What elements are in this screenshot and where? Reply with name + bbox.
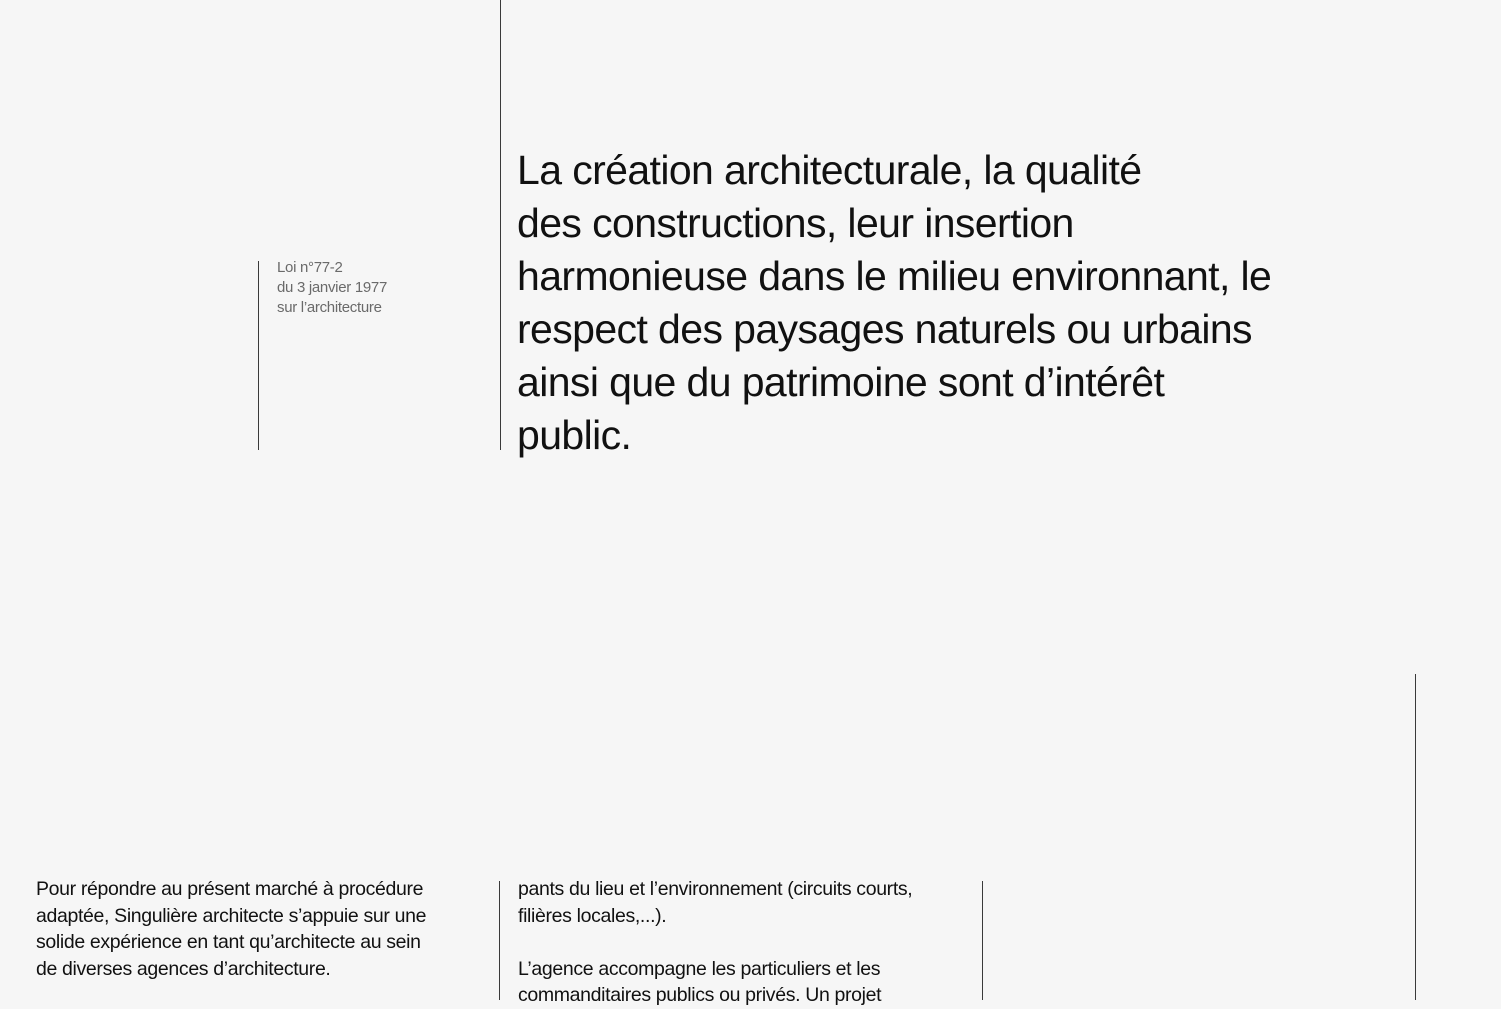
quote-line: respect des paysages naturels ou urbains <box>517 306 1252 352</box>
citation-line: du 3 janvier 1977 <box>277 279 387 296</box>
citation-line: Loi n°77-2 <box>277 259 343 276</box>
paragraph-line: pants du lieu et l’environnement (circuits courts, <box>518 878 913 900</box>
quote-line: harmonieuse dans le milieu environnant, le <box>517 253 1272 299</box>
divider-vertical-right <box>1415 674 1416 1000</box>
divider-vertical-column-2 <box>982 881 983 1000</box>
quote-line: La création architecturale, la qualité <box>517 147 1142 193</box>
paragraph-line: commanditaires publics ou privés. Un projet <box>518 984 882 1006</box>
body-text-column-1 <box>36 876 426 982</box>
paragraph-line: filières locales,...). <box>518 904 667 927</box>
paragraph-line: de diverses agences d’architecture. <box>36 957 331 980</box>
law-quote <box>517 144 1271 462</box>
paragraph-spacer <box>518 929 912 956</box>
paragraph-line: adaptée, Singulière architecte s’appuie sur une <box>36 904 427 927</box>
paragraph-line: solide expérience en tant qu’architecte au sein <box>36 931 421 953</box>
divider-vertical-citation <box>258 261 259 450</box>
paragraph-line: L’agence accompagne les particuliers et les <box>518 957 881 980</box>
divider-vertical-column <box>499 881 500 1000</box>
quote-line: ainsi que du patrimoine sont d’intérêt <box>517 359 1165 405</box>
citation-line: sur l’architecture <box>277 299 382 316</box>
law-citation <box>277 258 387 318</box>
paragraph-line: Pour répondre au présent marché à procédure <box>36 878 424 900</box>
divider-vertical-main <box>500 0 501 450</box>
quote-line: public. <box>517 412 632 458</box>
body-text-column-2 <box>518 876 912 1009</box>
quote-line: des constructions, leur insertion <box>517 200 1074 246</box>
